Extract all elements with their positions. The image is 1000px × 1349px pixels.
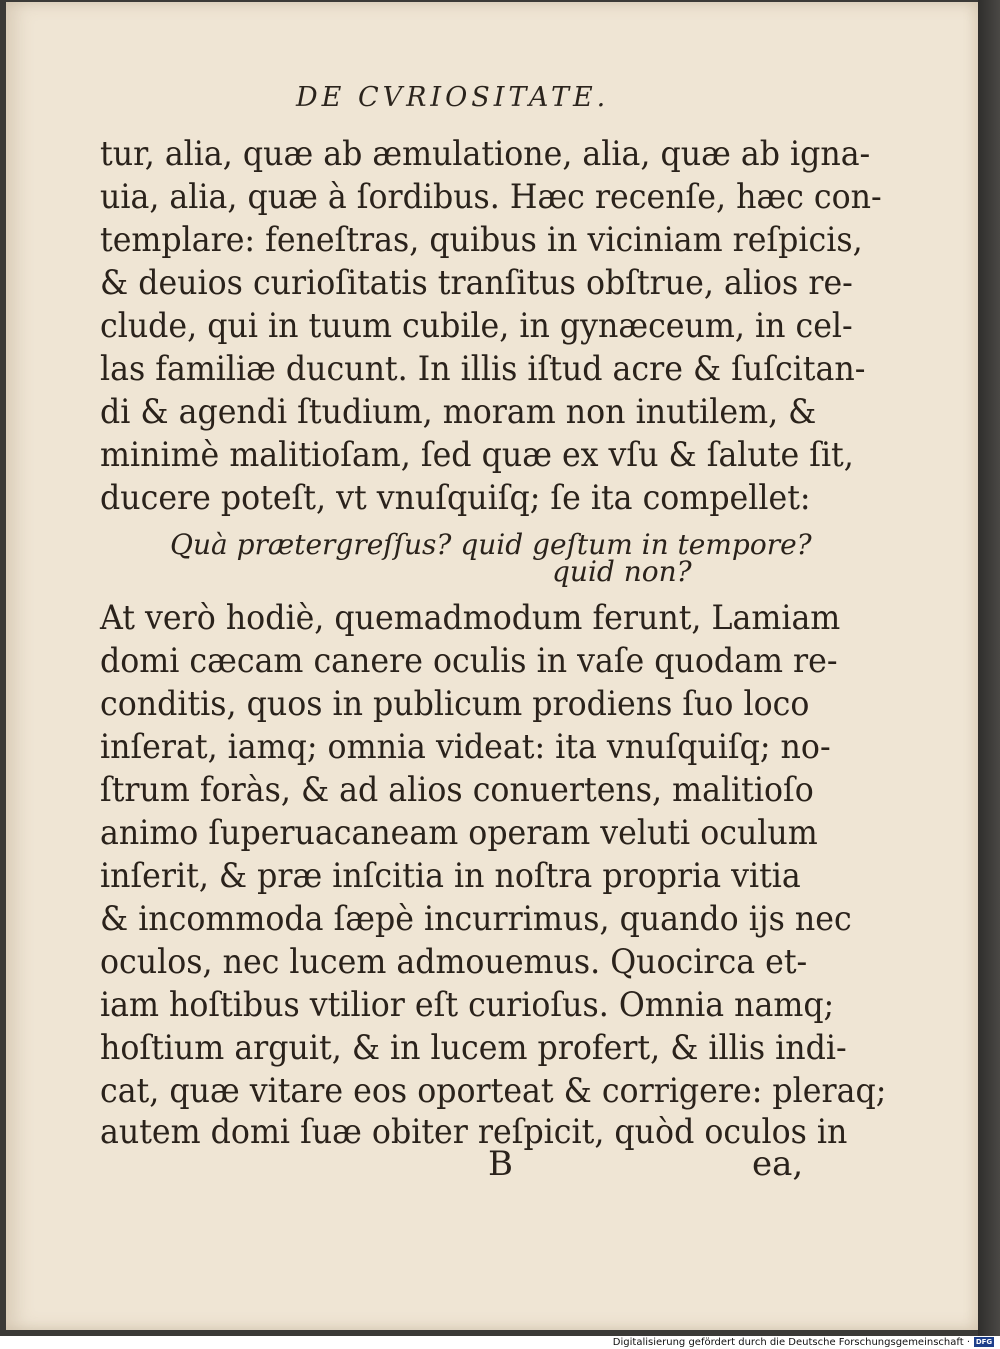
text-line: conditis, quos in publicum prodiens ſuo loco (100, 684, 810, 724)
signature-mark: B (488, 1144, 513, 1184)
text-line: di & agendi ſtudium, moram non inutilem, & (100, 392, 817, 432)
text-line: animo ſuperuacaneam operam veluti oculum (100, 813, 818, 853)
text-line: hoſtium arguit, & in lucem profert, & illis indi- (100, 1028, 847, 1068)
text-line: ſtrum foràs, & ad alios conuertens, malitioſo (100, 770, 814, 810)
text-line: templare: feneſtras, quibus in viciniam reſpicis, (100, 220, 863, 260)
text-line: clude, qui in tuum cubile, in gynæceum, in cel- (100, 306, 853, 346)
text-line: uia, alia, quæ à ſordibus. Hæc recenſe, hæc con- (100, 177, 882, 217)
text-line: & incommoda ſæpè incurrimus, quando ijs nec (100, 899, 852, 939)
running-head: DE CVRIOSITATE. (296, 82, 610, 113)
text-line: inſerit, & præ inſcitia in noſtra propria vitia (100, 856, 801, 896)
text-line: ducere poteſt, vt vnuſquiſq; ſe ita compellet: (100, 478, 811, 518)
verse-line: Quà prætergreſſus? quid geſtum in tempore? (170, 528, 812, 561)
dfg-logo: DFG (975, 1338, 993, 1346)
catchword: ea, (752, 1144, 804, 1184)
text-line: domi cæcam canere oculis in vaſe quodam re- (100, 641, 838, 681)
text-line: At verò hodiè, quemadmodum ferunt, Lamiam (100, 598, 841, 638)
text-line: las familiæ ducunt. In illis iſtud acre & ſuſcitan- (100, 349, 866, 389)
text-line: minimè malitioſam, ſed quæ ex vſu & ſalute ſit, (100, 435, 854, 475)
text-line: tur, alia, quæ ab æmulatione, alia, quæ ab igna- (100, 134, 871, 174)
text-line: & deuios curioſitatis tranſitus obſtrue, alios re- (100, 263, 853, 303)
footer-credit: Digitalisierung gefördert durch die Deutsche Forschungsgemeinschaft · (612, 1337, 970, 1348)
verse-line: quid non? (552, 555, 692, 588)
text-line: iam hoſtibus vtilior eſt curioſus. Omnia namq; (100, 985, 835, 1025)
page-edge (978, 0, 1000, 1336)
text-line: oculos, nec lucem admouemus. Quocirca et- (100, 942, 808, 982)
text-line: autem domi ſuæ obiter reſpicit, quòd oculos in (100, 1112, 848, 1152)
text-line: cat, quæ vitare eos oporteat & corrigere: pleraq; (100, 1071, 887, 1111)
text-line: inſerat, iamq; omnia videat: ita vnuſquiſq; no- (100, 727, 831, 767)
